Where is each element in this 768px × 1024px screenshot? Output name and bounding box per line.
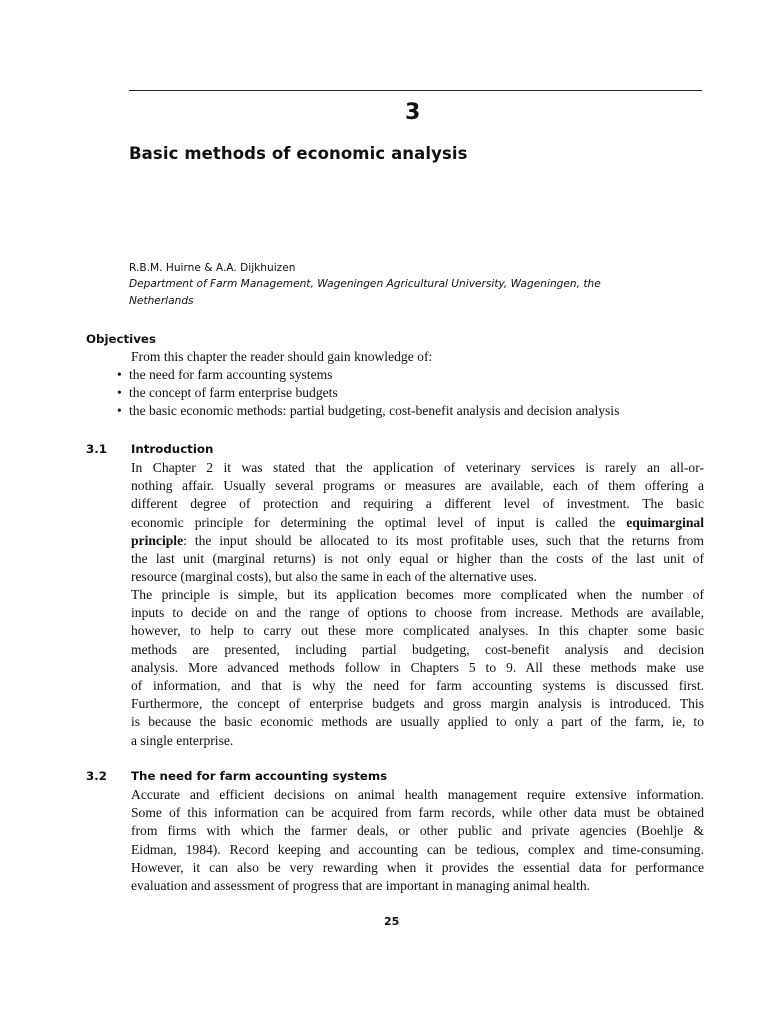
text-line: inputs to decide on and the range of options to choose from increase. Methods are available,: [131, 605, 704, 621]
text-line: However, it can also be very rewarding when it provides the essential data for performance: [131, 859, 704, 875]
text-line: from firms with which the farmer deals, or other public and private agencies (Boehlje &: [131, 823, 704, 839]
chapter-title: Basic methods of economic analysis: [129, 144, 468, 163]
text-line: Eidman, 1984). Record keeping and accounting can be tedious, complex and time-consuming.: [131, 841, 704, 857]
text-line: Furthermore, the concept of enterprise budgets and gross margin analysis is introduced. This: [131, 696, 704, 712]
text-line: is because the basic economic methods are usually applied to only a part of the farm, ie, to: [131, 714, 704, 730]
section-3-2-heading: The need for farm accounting systems: [131, 769, 388, 783]
affiliation-line-2: Netherlands: [129, 295, 194, 307]
text-line: analysis. More advanced methods follow in Chapters 5 to 9. All these methods make use: [131, 659, 704, 675]
text-line: of information, and that is why the need for farm accounting systems is discussed first.: [131, 678, 704, 694]
affiliation-line-1: Department of Farm Management, Wageningen Agricultural University, Wageningen, the: [129, 278, 601, 290]
text-line: the last unit (marginal returns) is not only equal or higher than the costs of the last unit of: [131, 551, 704, 567]
section-3-2-paragraph-1: [131, 786, 704, 895]
affiliation: [129, 276, 705, 310]
section-3-1-paragraph-2: [131, 586, 704, 750]
text-line: methods are presented, including partial budgeting, cost-benefit analysis and decision: [131, 641, 704, 657]
section-3-1-paragraph-1: [131, 459, 704, 586]
bullet-icon: •: [117, 385, 122, 401]
text-line: different degree of protection and requiring a different level of investment. The basic: [131, 496, 704, 512]
objectives-list: [117, 366, 619, 421]
text-line: Accurate and efficient decisions on animal health management require extensive information.: [131, 787, 704, 802]
list-item: • the need for farm accounting systems: [117, 366, 619, 384]
text-line: however, to help to carry out these more complicated analyses. In this chapter some basic: [131, 623, 704, 639]
authors: R.B.M. Huirne & A.A. Dijkhuizen: [129, 262, 296, 274]
top-rule: [129, 90, 702, 91]
text-line: In Chapter 2 it was stated that the application of veterinary services is rarely an all-or-: [131, 460, 704, 475]
page-number: 25: [384, 915, 400, 928]
text-line: principle: the input should be allocated to its most profitable uses, such that the returns from: [131, 532, 704, 548]
text-line: nothing affair. Usually several programs or measures are available, each of them offering a: [131, 478, 704, 494]
text-line: evaluation and assessment of progress that are important in managing animal health.: [131, 878, 591, 894]
text-line: resource (marginal costs), but also the same in each of the alternative uses.: [131, 569, 537, 585]
objectives-heading: Objectives: [86, 332, 156, 346]
term-principle: principle: [131, 532, 184, 548]
text-line: The principle is simple, but its application becomes more complicated when the number of: [131, 587, 704, 602]
bullet-icon: •: [117, 367, 122, 382]
text-line: economic principle for determining the optimal level of input is called the equimarginal: [131, 514, 704, 530]
text-line: a single enterprise.: [131, 732, 234, 748]
list-item: • the concept of farm enterprise budgets: [117, 384, 619, 402]
section-3-1-number: 3.1: [86, 442, 107, 456]
bullet-icon: •: [117, 403, 122, 419]
section-3-1-heading: Introduction: [131, 442, 214, 456]
term-equimarginal: equimarginal: [626, 514, 704, 530]
text-line: Some of this information can be acquired from farm records, while other data must be obtained: [131, 805, 704, 821]
section-3-2-number: 3.2: [86, 769, 107, 783]
objectives-intro: From this chapter the reader should gain knowledge of:: [131, 349, 433, 364]
list-item: • the basic economic methods: partial budgeting, cost-benefit analysis and decision analysis: [117, 402, 619, 420]
chapter-number: 3: [405, 100, 421, 125]
